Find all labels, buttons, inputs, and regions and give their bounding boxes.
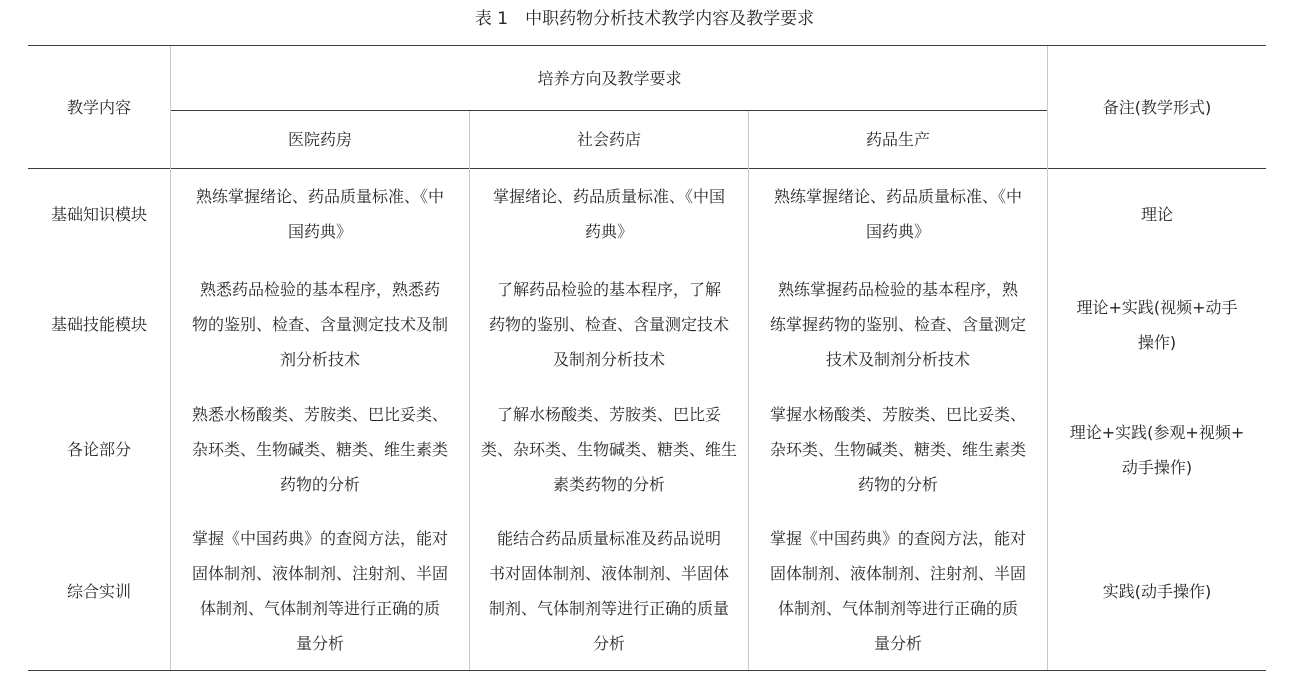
header-production-label: 药品生产 xyxy=(865,130,930,149)
cell-line: 药物的分析 xyxy=(279,475,360,494)
row-store-cell xyxy=(470,521,748,661)
cell-line: 了解水杨酸类、芳胺类、巴比妥 xyxy=(496,405,721,424)
row-module-cell xyxy=(28,272,170,377)
row-note-cell xyxy=(1048,272,1266,377)
cell-line: 杂环类、生物碱类、糖类、维生素类 xyxy=(769,440,1026,459)
cell-line: 杂环类、生物碱类、糖类、维生素类 xyxy=(191,440,448,459)
cell-line: 量分析 xyxy=(295,634,344,653)
table-title: 表 1 中职药物分析技术教学内容及教学要求 xyxy=(474,9,815,29)
header-content xyxy=(28,46,170,168)
row-hospital-cell xyxy=(171,397,469,502)
header-bottom-rule xyxy=(28,168,1266,169)
row-module: 各论部分 xyxy=(66,440,131,459)
row-hospital-cell xyxy=(171,521,469,661)
cell-line: 物的鉴别、检查、含量测定技术及制 xyxy=(191,315,448,334)
row-note-cell xyxy=(1048,397,1266,502)
header-store-label: 社会药店 xyxy=(576,130,641,149)
cell-line: 能结合药品质量标准及药品说明 xyxy=(496,529,721,548)
row-module-cell xyxy=(28,179,170,249)
row-module-cell xyxy=(28,397,170,502)
header-hospital xyxy=(171,111,469,168)
table-bottom-rule xyxy=(28,670,1266,671)
row-hospital-cell xyxy=(171,179,469,249)
cell-line: 量分析 xyxy=(873,634,922,653)
header-content-label: 教学内容 xyxy=(66,97,131,117)
row-production-cell xyxy=(749,397,1047,502)
cell-line: 体制剂、气体制剂等进行正确的质 xyxy=(199,599,440,618)
cell-line: 实践(动手操作) xyxy=(1102,581,1212,601)
cell-line: 药物的鉴别、检查、含量测定技术 xyxy=(488,315,729,334)
cell-line: 熟悉水杨酸类、芳胺类、巴比妥类、 xyxy=(191,405,448,424)
cell-line: 书对固体制剂、液体制剂、半固体 xyxy=(488,564,729,583)
row-store-cell xyxy=(470,397,748,502)
header-group-label: 培养方向及教学要求 xyxy=(537,68,682,88)
row-production-cell xyxy=(749,521,1047,661)
cell-line: 剂分析技术 xyxy=(279,350,360,369)
cell-line: 练掌握药物的鉴别、检查、含量测定 xyxy=(769,315,1026,334)
cell-line: 掌握绪论、药品质量标准、《中国 xyxy=(492,187,725,206)
cell-line: 国药典》 xyxy=(287,222,352,241)
header-notes xyxy=(1048,46,1266,168)
cell-line: 熟练掌握绪论、药品质量标准、《中 xyxy=(773,187,1022,206)
row-production-cell xyxy=(749,179,1047,249)
row-note-cell xyxy=(1048,521,1266,661)
cell-line: 熟练掌握药品检验的基本程序，熟 xyxy=(777,280,1018,299)
cell-line: 掌握《中国药典》的查阅方法，能对 xyxy=(191,529,448,548)
row-store-cell xyxy=(470,272,748,377)
cell-line: 国药典》 xyxy=(865,222,930,241)
cell-line: 动手操作) xyxy=(1121,457,1193,477)
cell-line: 掌握《中国药典》的查阅方法，能对 xyxy=(769,529,1026,548)
cell-line: 分析 xyxy=(592,634,625,653)
cell-line: 药物的分析 xyxy=(857,475,938,494)
row-production-cell xyxy=(749,272,1047,377)
cell-line: 及制剂分析技术 xyxy=(552,350,665,369)
cell-line: 类、杂环类、生物碱类、糖类、维生 xyxy=(480,440,737,459)
row-module-cell xyxy=(28,521,170,661)
cell-line: 理论+实践(视频+动手 xyxy=(1076,297,1238,317)
row-note-cell xyxy=(1048,179,1266,249)
cell-line: 体制剂、气体制剂等进行正确的质 xyxy=(777,599,1018,618)
row-hospital-cell xyxy=(171,272,469,377)
cell-line: 理论 xyxy=(1140,204,1173,224)
cell-line: 制剂、气体制剂等进行正确的质量 xyxy=(488,599,729,618)
cell-line: 固体制剂、液体制剂、注射剂、半固 xyxy=(191,564,448,583)
header-notes-label: 备注(教学形式) xyxy=(1102,97,1212,117)
row-store-cell xyxy=(470,179,748,249)
cell-line: 理论+实践(参观+视频+ xyxy=(1069,422,1245,442)
header-production xyxy=(749,111,1047,168)
cell-line: 熟练掌握绪论、药品质量标准、《中 xyxy=(195,187,444,206)
header-group xyxy=(171,46,1048,110)
cell-line: 操作) xyxy=(1137,332,1177,352)
cell-line: 素类药物的分析 xyxy=(552,475,665,494)
header-hospital-label: 医院药房 xyxy=(287,130,352,149)
header-store xyxy=(470,111,748,168)
cell-line: 了解药品检验的基本程序，了解 xyxy=(496,280,721,299)
row-module: 基础知识模块 xyxy=(50,204,147,224)
cell-line: 药典》 xyxy=(584,222,633,241)
cell-line: 技术及制剂分析技术 xyxy=(825,350,970,369)
cell-line: 掌握水杨酸类、芳胺类、巴比妥类、 xyxy=(769,405,1026,424)
cell-line: 固体制剂、液体制剂、注射剂、半固 xyxy=(769,564,1026,583)
row-module: 综合实训 xyxy=(66,581,131,601)
cell-line: 熟悉药品检验的基本程序，熟悉药 xyxy=(199,280,440,299)
row-module: 基础技能模块 xyxy=(50,315,147,334)
